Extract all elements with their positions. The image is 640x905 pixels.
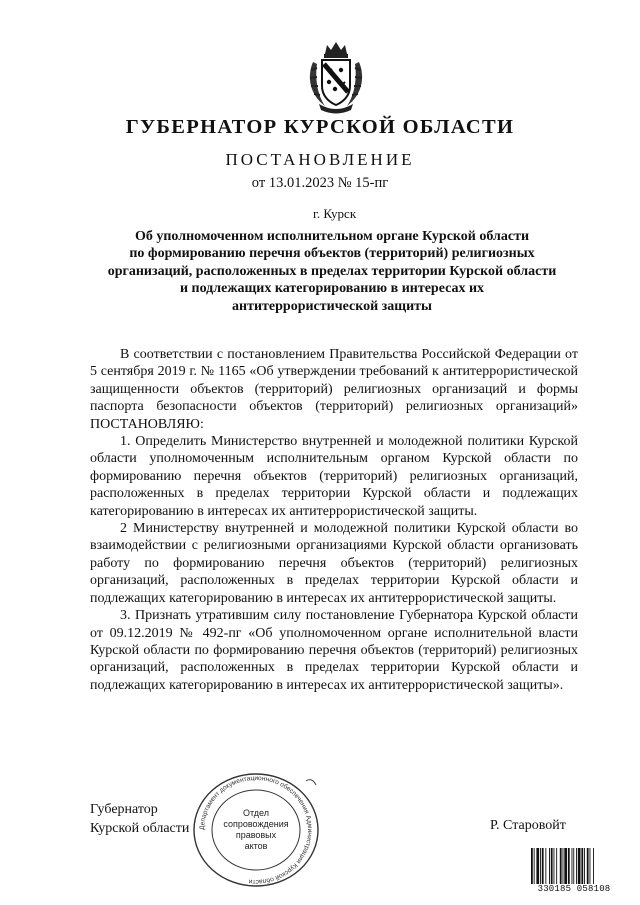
item-1-paragraph: 1. Определить Министерство внутренней и молодежной политики Курской области уполномоченным исполнительным органом Курской области по формированию перечня объектов (территорий) религиозных организаций, расположенных в пределах территории Курской области и подлежащих категорированию в интересах их антитеррористической защиты. bbox=[90, 434, 578, 519]
stamp-line: сопровождения bbox=[223, 819, 289, 829]
stamp-line: актов bbox=[244, 841, 268, 851]
title-line: по формированию перечня объектов (территорий) религиозных bbox=[129, 246, 535, 262]
barcode-bar bbox=[554, 848, 555, 884]
title-line: и подлежащих категорированию в интересах их bbox=[179, 281, 485, 297]
intro-paragraph: В соответствии с постановлением Правительства Российской Федерации от 5 сентября 2019 г. № 1165 «Об утверждении требований к антитеррористической защищенности объектов (территорий) религиозных организаций и формы паспорта безопасности объектов (территорий) религиозных организаций» ПОСТАНОВЛЯЮ: bbox=[90, 347, 578, 432]
title-line: антитеррористической защиты bbox=[232, 298, 432, 314]
document-date-number: от 13.01.2023 № 15-пг bbox=[251, 175, 389, 191]
barcode-bar bbox=[584, 848, 585, 884]
barcode-bar bbox=[556, 848, 557, 884]
document-type: ПОСТАНОВЛЕНИЕ bbox=[225, 150, 415, 169]
barcode-bar bbox=[590, 848, 591, 884]
item-3-paragraph: 3. Признать утратившим силу постановление Губернатора Курской области от 09.12.2019 № 492-пг «Об уполномоченном органе исполнительной власти Курской области по формированию перечня объектов (территорий) религиозных организаций, расположенных в пределах территории Курской области и подлежащих категорированию в интересах их антитеррористической защиты». bbox=[90, 608, 578, 693]
barcode-bar bbox=[572, 848, 573, 884]
signature-position-line: Губернатор bbox=[90, 802, 158, 817]
barcode-bar bbox=[560, 848, 562, 884]
barcode-bar bbox=[587, 848, 589, 884]
barcode-bar bbox=[593, 848, 594, 884]
barcode-bar bbox=[549, 848, 550, 884]
barcode-number: 330185 058108 bbox=[530, 884, 618, 895]
stamp-line: Отдел bbox=[242, 808, 270, 818]
barcode-bar bbox=[536, 848, 539, 884]
document-city: г. Курск bbox=[313, 206, 357, 221]
item-2-paragraph: 2 Министерству внутренней и молодежной политики Курской области во взаимодействии с религиозными организациями Курской области организовать работу по формированию перечня объектов (территорий) религиозных организаций, расположенных в пределах территории Курской области и подлежащих категорированию в интересах их антитеррористической защиты. bbox=[90, 521, 578, 606]
title-line: организаций, расположенных в пределах территории Курской области bbox=[107, 263, 557, 279]
barcode-bar bbox=[531, 848, 533, 884]
barcode-bar bbox=[563, 848, 564, 884]
signature-position-line: Курской области bbox=[90, 821, 190, 836]
stamp-line: правовых bbox=[235, 830, 277, 840]
barcode-bar bbox=[534, 848, 535, 884]
barcode-bar bbox=[568, 848, 570, 884]
document-title bbox=[82, 228, 582, 315]
barcode-bar bbox=[576, 848, 577, 884]
barcode-bar bbox=[578, 848, 581, 884]
barcode-bar bbox=[542, 848, 544, 884]
barcode-bar bbox=[540, 848, 541, 884]
document-body bbox=[90, 346, 578, 694]
official-stamp bbox=[188, 771, 324, 889]
barcode-bar bbox=[551, 848, 553, 884]
title-line: Об уполномоченном исполнительном органе Курской области bbox=[134, 229, 530, 244]
barcode-bar bbox=[573, 848, 574, 884]
signatory-name: Р. Старовойт bbox=[490, 818, 566, 833]
coat-of-arms-emblem bbox=[305, 40, 367, 114]
barcode-bar bbox=[564, 848, 567, 884]
stamp-ring-text: Департамент документационного обеспечения Администрации Курской области bbox=[198, 774, 314, 886]
barcode-bar bbox=[581, 848, 583, 884]
barcode-bar bbox=[545, 848, 546, 884]
issuer-heading: ГУБЕРНАТОР КУРСКОЙ ОБЛАСТИ bbox=[125, 116, 515, 138]
stamp-center-text bbox=[188, 771, 324, 889]
signature-position bbox=[90, 800, 189, 838]
